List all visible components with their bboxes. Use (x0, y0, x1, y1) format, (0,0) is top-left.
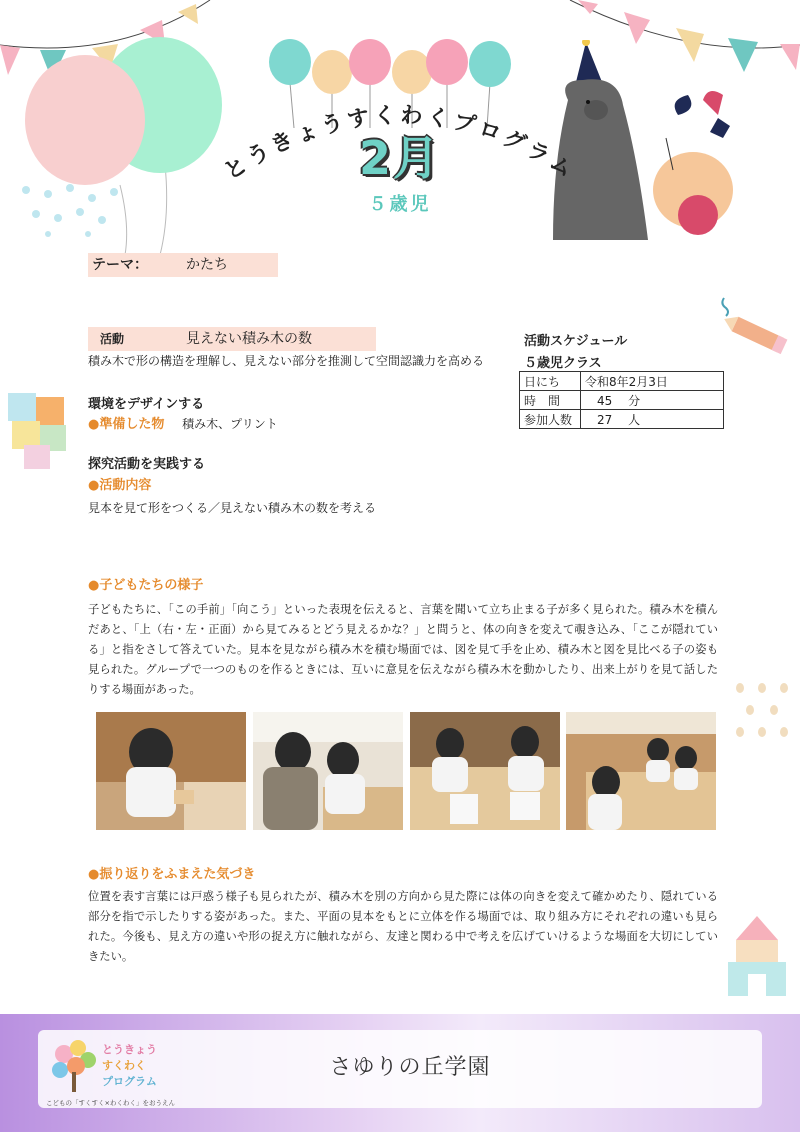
dots-decoration (18, 180, 138, 240)
children-text: 子どもたちに、「この手前」「向こう」といった表現を伝えると、言葉を聞いて立ち止まる子が多く見られた。積み木を積んだあと、「上（右・左・正面）から見てみるとどう見えるかな？」と問うと、体の向きを変えて覗き込み、「ここが隠れている」と指をさして答えていた。見本を見ながら積み木を積む場面では、図を見て手を止め、積み木と図を見比べる子の姿も見られた。グループで一つのものを作るときには、互いに意見を伝えながら積み木を動かしたり、出来上がりを見て話したりする場面があった。 (88, 603, 718, 696)
prepared-row (88, 413, 278, 432)
logo-line: とうきょう (102, 1043, 157, 1056)
environment-heading: 環境をデザインする (88, 397, 205, 412)
reflection-text: 位置を表す言葉には戸惑う様子も見られたが、積み木を別の方向から見た際には体の向きを変えて確かめたり、隠れている部分を指で示したりする姿があった。また、平面の見本をもとに立体を作る場面では、取り組み方にそれぞれの違いも見られた。今後も、見え方の違いや形の捉え方に触れながら、友達と関わる中で考えを広げていけるような場面を大切にしていきたい。 (88, 890, 718, 963)
activity-photo-2 (253, 712, 403, 830)
schedule-value: 27 人 (581, 410, 724, 429)
prepared-value: 積み木、プリント (182, 417, 278, 431)
schedule-table (519, 371, 724, 429)
schedule-value: 45 分 (581, 391, 724, 410)
table-row (520, 391, 724, 410)
activity-title: 見えない積み木の数 (186, 331, 312, 347)
theme-value: かたち (186, 257, 228, 273)
program-logo-icon (46, 1038, 102, 1096)
dots-decoration (730, 680, 796, 750)
content-label: ●活動内容 (88, 478, 152, 493)
practice-heading: 探究活動を実践する (88, 457, 206, 472)
theme-box (88, 253, 278, 277)
blocks-illustration (724, 912, 790, 1002)
activity-label: 活動 (100, 332, 125, 346)
logo-line: プログラム (102, 1075, 157, 1088)
program-title: とうきょうすくわくプログラム (220, 103, 580, 186)
age-group: ５歳児 (368, 194, 432, 215)
school-name: さゆりの丘学園 (329, 1055, 491, 1080)
activity-box (88, 327, 376, 351)
activity-photo-1 (96, 712, 246, 830)
schedule-value: 令和8年2月3日 (581, 372, 724, 391)
activity-photo-4 (566, 712, 716, 830)
children-heading: ●子どもたちの様子 (88, 578, 204, 593)
activity-aim: 積み木で形の構造を理解し、見えない部分を推測して空間認識力を高める (88, 354, 485, 368)
pencil-illustration (718, 296, 794, 362)
logo-line: すくわく (102, 1059, 146, 1072)
prepared-label: ●準備した物 (88, 417, 165, 432)
schedule-key: 参加人数 (520, 410, 581, 429)
schedule-class: ５歳児クラス (524, 356, 602, 371)
schedule-key: 時 間 (520, 391, 581, 410)
table-row (520, 410, 724, 429)
logo-subtitle: こどもの「すくすく×わくわく」をおうえん (46, 1099, 175, 1107)
table-row (520, 372, 724, 391)
month-title: 2月 (358, 131, 441, 185)
schedule-key: 日にち (520, 372, 581, 391)
content-value: 見本を見て形をつくる／見えない積み木の数を考える (88, 501, 377, 515)
reflection-heading: ●振り返りをふまえた気づき (88, 867, 256, 882)
theme-label: テーマ： (92, 257, 148, 273)
schedule-title: 活動スケジュール (524, 334, 628, 349)
puzzle-pieces-illustration (0, 385, 80, 475)
logo-text (102, 1042, 157, 1090)
activity-photo-3 (410, 712, 560, 830)
